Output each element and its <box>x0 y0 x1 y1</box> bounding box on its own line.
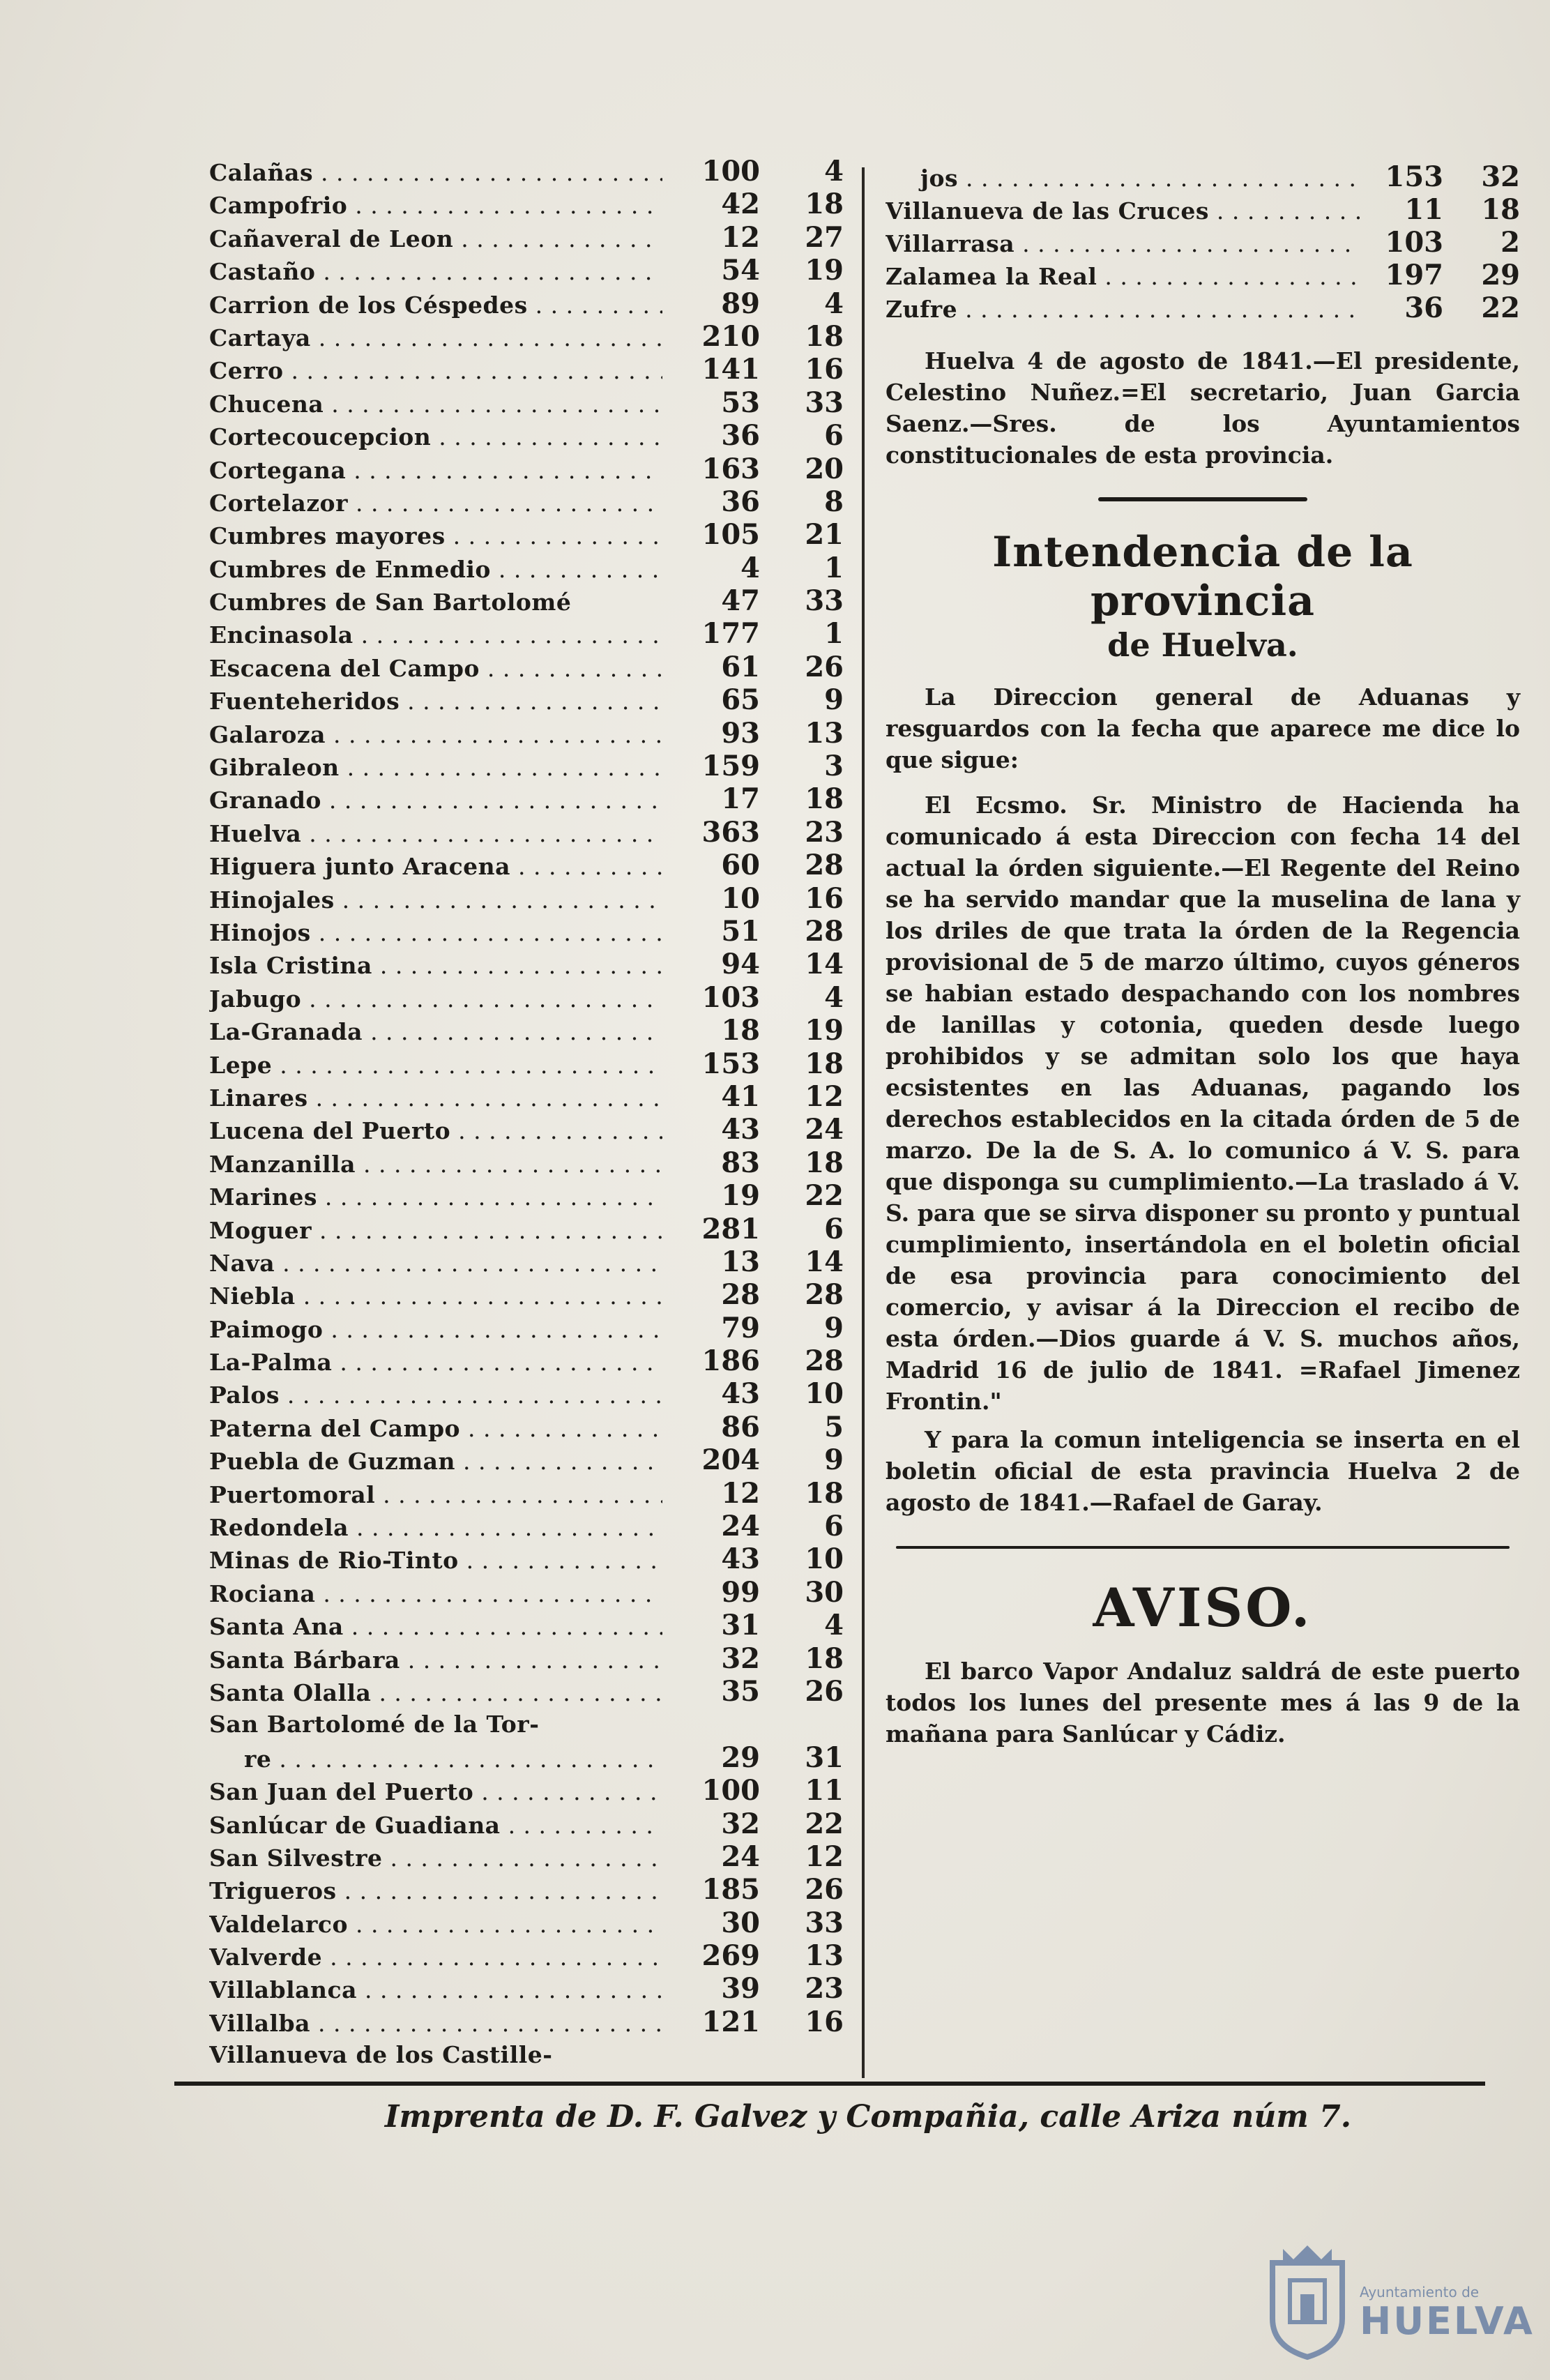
value-second: 6 <box>824 1510 844 1543</box>
table-row <box>209 617 844 650</box>
value-second: 4 <box>824 1609 844 1642</box>
municipality-name: Puebla de Guzman . . . <box>209 1445 662 1478</box>
municipality-name: Marines . . . <box>209 1181 662 1213</box>
value-second: 4 <box>824 980 844 1014</box>
municipality-name: Moguer . . . <box>209 1214 662 1247</box>
municipality-name: Isla Cristina . . . <box>209 949 662 982</box>
crest-icon <box>1262 2242 1353 2360</box>
value-second: 5 <box>824 1410 844 1443</box>
municipality-table-right <box>886 160 1520 324</box>
value-first: 204 <box>701 1443 760 1477</box>
municipality-name: Santa Ana . . . <box>209 1610 662 1643</box>
value-second: 26 <box>805 1674 844 1708</box>
table-row <box>209 254 844 287</box>
table-row <box>209 750 844 782</box>
municipality-name: La-Granada . . . <box>209 1015 662 1048</box>
table-row <box>209 552 844 584</box>
value-second: 14 <box>805 948 844 981</box>
section-title: Intendencia de la provincia <box>992 528 1413 626</box>
table-row <box>209 1477 844 1510</box>
municipality-name: Jabugo . . . <box>209 983 662 1015</box>
value-second: 13 <box>805 716 844 750</box>
value-second: 31 <box>805 1741 844 1774</box>
table-row <box>209 1576 844 1609</box>
value-second: 33 <box>805 386 844 419</box>
value-first: 32 <box>721 1807 760 1840</box>
table-row <box>209 782 844 815</box>
municipality-name: Villalba . . . <box>209 2007 662 2040</box>
value-first: 61 <box>721 650 760 683</box>
body-paragraph: El Ecsmo. Sr. Ministro de Hacienda ha comunicado á esta Direccion con fecha 14 del actual la órden siguiente.—El Regente del Reino se ha servido mandar que la muselina de lana y los driles de que trata la órden de la Regencia provisional de 5 de marzo último, cuyos géneros se habian estado despachando con los nombres de lanillas y cotonia, queden desde luego prohibidos y se admitan solo los que haya ecsistentes en las Aduanas, pagando los derechos establecidos en la citada órden de 5 de marzo. De la de S. A. lo comunico á V. S. para que disponga su cumplimiento.—La traslado á V. S. para que se sirva disponer su pronto y puntual cumplimiento, insertándola en el boletin oficial de esa provincia para conocimiento del comercio, y avisar á la Direccion el recibo de esta órden.—Dios guarde á V. S. muchos años, Madrid 16 de julio de 1841. =Rafael Jimenez Frontin." <box>886 791 1520 1415</box>
value-first: 99 <box>721 1575 760 1609</box>
value-first: 65 <box>721 683 760 717</box>
value-first: 153 <box>701 1047 760 1080</box>
value-first: 281 <box>701 1212 760 1245</box>
value-first: 60 <box>721 849 760 882</box>
municipality-name: Zalamea la Real . . . <box>886 260 1360 293</box>
table-row <box>209 1080 844 1113</box>
municipality-name: Castaño . . . <box>209 255 662 288</box>
value-first: 17 <box>721 782 760 816</box>
table-row <box>209 1377 844 1410</box>
municipality-name: Cartaya . . . <box>209 321 662 354</box>
value-second: 18 <box>805 782 844 816</box>
table-row <box>209 353 844 386</box>
municipality-name: jos . . . <box>886 162 1360 195</box>
value-second: 29 <box>1481 259 1520 291</box>
value-second: 10 <box>805 1377 844 1411</box>
municipality-name: Puertomoral . . . <box>209 1478 662 1511</box>
value-second: 28 <box>805 914 844 948</box>
municipality-name: Cumbres de Enmedio . . . <box>209 553 662 586</box>
table-row <box>209 1642 844 1675</box>
municipality-name: Fuenteheridos . . . <box>209 685 662 718</box>
municipality-name: Galaroza . . . <box>209 718 662 751</box>
value-first: 54 <box>721 254 760 287</box>
table-row <box>886 160 1520 193</box>
value-second: 11 <box>805 1774 844 1807</box>
value-first: 31 <box>721 1609 760 1642</box>
value-second: 16 <box>805 2005 844 2038</box>
table-row <box>209 981 844 1014</box>
signature-paragraph: Huelva 4 de agosto de 1841.—El presidente, Celestino Nuñez.=El secretario, Juan Garcia Saenz.—Sres. de los Ayuntamientos constitucionales de esta provincia. <box>886 347 1520 469</box>
table-row <box>886 291 1520 324</box>
table-row <box>209 1014 844 1047</box>
value-second: 12 <box>805 1079 844 1113</box>
municipality-name: Cortegana . . . <box>209 454 662 487</box>
table-row <box>209 1312 844 1344</box>
value-first: 13 <box>721 1245 760 1278</box>
municipality-name: Lepe . . . <box>209 1049 662 1082</box>
column-divider <box>862 167 865 2078</box>
municipality-name: Cortecoucepcion . . . <box>209 420 662 453</box>
table-row <box>209 188 844 220</box>
value-second: 18 <box>805 188 844 221</box>
municipality-name: Escacena del Campo . . . <box>209 652 662 685</box>
value-first: 210 <box>701 319 760 353</box>
municipality-name: Zufre . . . <box>886 293 1360 326</box>
table-row <box>886 193 1520 226</box>
value-second: 24 <box>805 1113 844 1146</box>
value-second: 3 <box>824 750 844 783</box>
table-row <box>209 518 844 551</box>
municipality-name: Carrion de los Céspedes . . . <box>209 289 662 321</box>
value-first: 100 <box>701 1774 760 1807</box>
table-row <box>209 485 844 518</box>
separator-rule-wide <box>896 1546 1510 1549</box>
value-second: 1 <box>824 617 844 651</box>
value-second: 14 <box>805 1245 844 1278</box>
value-first: 24 <box>721 1840 760 1873</box>
municipality-name: Cerro . . . <box>209 354 662 387</box>
municipality-name: Lucena del Puerto . . . <box>209 1114 662 1147</box>
municipality-name: Cumbres mayores . . . <box>209 520 662 552</box>
value-first: 32 <box>721 1642 760 1675</box>
value-second: 10 <box>805 1543 844 1576</box>
value-first: 41 <box>721 1079 760 1113</box>
table-row <box>886 259 1520 291</box>
value-first: 36 <box>1404 291 1443 324</box>
value-first: 36 <box>721 419 760 453</box>
value-first: 24 <box>721 1510 760 1543</box>
municipality-name: Granado . . . <box>209 784 662 817</box>
table-row <box>209 155 844 188</box>
table-row <box>209 1939 844 1972</box>
municipality-name: San Bartolomé de la Tor- <box>209 1711 540 1738</box>
table-row <box>886 226 1520 259</box>
municipality-name: Redondela . . . <box>209 1511 662 1544</box>
value-first: 43 <box>721 1113 760 1146</box>
value-first: 185 <box>701 1873 760 1907</box>
municipality-name: Calañas . . . <box>209 156 662 189</box>
municipality-name: Palos . . . <box>209 1379 662 1411</box>
value-first: 12 <box>721 1476 760 1510</box>
value-first: 121 <box>701 2005 760 2038</box>
value-second: 28 <box>805 1344 844 1378</box>
value-second: 6 <box>824 419 844 453</box>
municipality-name: Campofrio . . . <box>209 189 662 222</box>
table-row <box>209 1213 844 1245</box>
value-second: 4 <box>824 155 844 188</box>
table-row <box>209 1047 844 1080</box>
value-second: 22 <box>805 1179 844 1213</box>
table-row <box>209 915 844 948</box>
table-row <box>209 386 844 419</box>
municipality-name: Santa Olalla . . . <box>209 1676 662 1709</box>
table-row <box>209 1146 844 1179</box>
municipality-table-left <box>209 155 844 2072</box>
municipality-name: Nava . . . <box>209 1247 662 1280</box>
value-second: 30 <box>805 1575 844 1609</box>
table-row <box>209 816 844 849</box>
table-row <box>209 849 844 881</box>
value-first: 39 <box>721 1972 760 2006</box>
value-first: 141 <box>701 353 760 386</box>
value-first: 103 <box>701 980 760 1014</box>
value-second: 18 <box>805 1642 844 1675</box>
table-row <box>209 1443 844 1476</box>
municipality-name: Huelva . . . <box>209 817 662 850</box>
value-second: 9 <box>824 1311 844 1344</box>
table-row <box>209 1179 844 1212</box>
table-row <box>209 2006 844 2038</box>
value-second: 9 <box>824 1443 844 1477</box>
table-row <box>209 882 844 915</box>
value-second: 16 <box>805 353 844 386</box>
value-second: 6 <box>824 1212 844 1245</box>
table-row <box>209 717 844 750</box>
table-row <box>209 1873 844 1906</box>
value-second: 18 <box>805 319 844 353</box>
table-row <box>209 1907 844 1939</box>
value-first: 18 <box>721 1014 760 1047</box>
table-row <box>209 221 844 254</box>
value-first: 10 <box>721 881 760 915</box>
municipality-name: Encinasola . . . <box>209 619 662 651</box>
table-row <box>209 287 844 320</box>
table-row <box>209 1344 844 1377</box>
value-first: 4 <box>740 551 760 584</box>
municipality-name: re . . . <box>209 1743 662 1775</box>
value-first: 153 <box>1385 160 1443 193</box>
value-second: 18 <box>805 1047 844 1080</box>
municipality-name: Villanueva de las Cruces . . . <box>886 195 1360 227</box>
value-second: 21 <box>805 518 844 552</box>
intro-paragraph: La Direccion general de Aduanas y resguardos con la fecha que aparece me dice lo que sigue: <box>886 683 1520 773</box>
municipality-name: Hinojos . . . <box>209 916 662 949</box>
municipality-name: Manzanilla . . . <box>209 1148 662 1181</box>
value-second: 13 <box>805 1939 844 1973</box>
value-first: 51 <box>721 914 760 948</box>
value-second: 2 <box>1500 226 1520 259</box>
table-row <box>209 1741 844 1774</box>
value-second: 8 <box>824 485 844 518</box>
value-second: 19 <box>805 254 844 287</box>
value-first: 177 <box>701 617 760 651</box>
value-second: 33 <box>805 584 844 618</box>
table-row <box>209 1609 844 1642</box>
value-first: 186 <box>701 1344 760 1378</box>
municipality-name: Hinojales . . . <box>209 884 662 916</box>
municipality-name: San Silvestre . . . <box>209 1842 662 1874</box>
table-row <box>209 1245 844 1278</box>
municipality-name: Niebla . . . <box>209 1280 662 1312</box>
value-second: 20 <box>805 452 844 485</box>
value-first: 29 <box>721 1741 760 1774</box>
table-row <box>209 1972 844 2005</box>
municipality-name: Paimogo . . . <box>209 1313 662 1346</box>
municipality-name: Cortelazor . . . <box>209 487 662 520</box>
value-first: 94 <box>721 948 760 981</box>
table-row <box>209 651 844 683</box>
municipality-name: Villablanca . . . <box>209 1973 662 2006</box>
table-row <box>209 419 844 452</box>
value-first: 105 <box>701 518 760 552</box>
value-first: 47 <box>721 584 760 618</box>
table-row <box>209 683 844 716</box>
value-second: 18 <box>805 1476 844 1510</box>
value-second: 4 <box>824 287 844 320</box>
table-row <box>209 1543 844 1575</box>
value-second: 27 <box>805 220 844 254</box>
logo-small-text: Ayuntamiento de <box>1360 2284 1480 2301</box>
municipality-name: Minas de Rio-Tinto . . . <box>209 1544 662 1577</box>
aviso-paragraph: El barco Vapor Andaluz saldrá de este puerto todos los lunes del presente mes á las 9 de la mañana para Sanlúcar y Cádiz. <box>886 1658 1520 1748</box>
municipality-name: Chucena . . . <box>209 388 662 420</box>
table-row <box>209 320 844 353</box>
value-first: 269 <box>701 1939 760 1973</box>
value-first: 197 <box>1385 259 1443 291</box>
value-second: 28 <box>805 849 844 882</box>
logo-big-text: HUELVA <box>1360 2299 1535 2343</box>
value-second: 32 <box>1481 160 1520 193</box>
value-second: 19 <box>805 1014 844 1047</box>
aviso-title: AVISO. <box>1093 1577 1313 1639</box>
municipality-name: Sanlúcar de Guadiana . . . <box>209 1809 662 1842</box>
value-first: 163 <box>701 452 760 485</box>
municipality-name: Higuera junto Aracena . . . <box>209 850 662 883</box>
value-first: 30 <box>721 1906 760 1939</box>
section-subtitle: de Huelva. <box>1107 626 1298 664</box>
value-second: 23 <box>805 815 844 849</box>
value-second: 26 <box>805 1873 844 1907</box>
municipality-name: Cañaveral de Leon . . . <box>209 222 662 255</box>
table-row <box>209 1840 844 1873</box>
value-first: 35 <box>721 1674 760 1708</box>
value-first: 86 <box>721 1410 760 1443</box>
value-first: 79 <box>721 1311 760 1344</box>
municipality-name: Valverde . . . <box>209 1941 662 1973</box>
value-first: 93 <box>721 716 760 750</box>
table-row <box>209 2038 844 2071</box>
ayuntamiento-logo <box>1262 2242 1535 2360</box>
bottom-rule <box>174 2082 1485 2086</box>
table-row <box>209 453 844 485</box>
table-row <box>209 584 844 617</box>
table-row <box>209 1113 844 1146</box>
municipality-name: San Juan del Puerto . . . <box>209 1775 662 1808</box>
table-row <box>209 1774 844 1807</box>
separator-rule <box>1098 497 1307 501</box>
value-second: 22 <box>1481 291 1520 324</box>
table-row <box>209 1278 844 1311</box>
value-second: 16 <box>805 881 844 915</box>
municipality-name: Paterna del Campo . . . <box>209 1412 662 1445</box>
municipality-name: Linares . . . <box>209 1082 662 1114</box>
imprint-line: Imprenta de D. F. Galvez y Compañia, calle Ariza núm 7. <box>384 2099 1352 2135</box>
value-second: 23 <box>805 1972 844 2006</box>
value-first: 12 <box>721 220 760 254</box>
municipality-name: Santa Bárbara . . . <box>209 1644 662 1676</box>
right-column <box>886 160 1520 1750</box>
municipality-name: Cumbres de San Bartolomé <box>209 589 572 616</box>
value-first: 159 <box>701 750 760 783</box>
municipality-name: Rociana . . . <box>209 1577 662 1610</box>
municipality-name: Villarrasa . . . <box>886 227 1360 260</box>
municipality-name: Trigueros . . . <box>209 1874 662 1907</box>
municipality-name: Valdelarco . . . <box>209 1908 662 1941</box>
value-second: 28 <box>805 1278 844 1312</box>
closing-paragraph: Y para la comun inteligencia se inserta en el boletin oficial de esta pravincia Huelva 2 de agosto de 1841.—Rafael de Garay. <box>886 1426 1520 1516</box>
value-first: 19 <box>721 1179 760 1213</box>
value-first: 363 <box>701 815 760 849</box>
table-row <box>209 1675 844 1708</box>
value-second: 9 <box>824 683 844 717</box>
value-second: 22 <box>805 1807 844 1840</box>
table-row <box>209 1807 844 1840</box>
municipality-name: La-Palma . . . <box>209 1346 662 1379</box>
value-second: 12 <box>805 1840 844 1873</box>
value-second: 26 <box>805 650 844 683</box>
value-second: 18 <box>1481 193 1520 226</box>
value-first: 43 <box>721 1377 760 1411</box>
municipality-name: Villanueva de los Castille- <box>209 2041 553 2069</box>
table-row <box>209 1708 844 1741</box>
value-first: 89 <box>721 287 760 320</box>
value-first: 42 <box>721 188 760 221</box>
value-first: 103 <box>1385 226 1443 259</box>
table-row <box>209 1510 844 1543</box>
value-second: 18 <box>805 1146 844 1179</box>
value-second: 1 <box>824 551 844 584</box>
value-first: 11 <box>1404 193 1443 226</box>
value-second: 33 <box>805 1906 844 1939</box>
value-first: 83 <box>721 1146 760 1179</box>
value-first: 100 <box>701 155 760 188</box>
value-first: 43 <box>721 1543 760 1576</box>
table-row <box>209 1411 844 1443</box>
municipality-name: Gibraleon . . . <box>209 751 662 784</box>
table-row <box>209 948 844 980</box>
value-first: 53 <box>721 386 760 419</box>
value-first: 28 <box>721 1278 760 1312</box>
value-first: 36 <box>721 485 760 518</box>
